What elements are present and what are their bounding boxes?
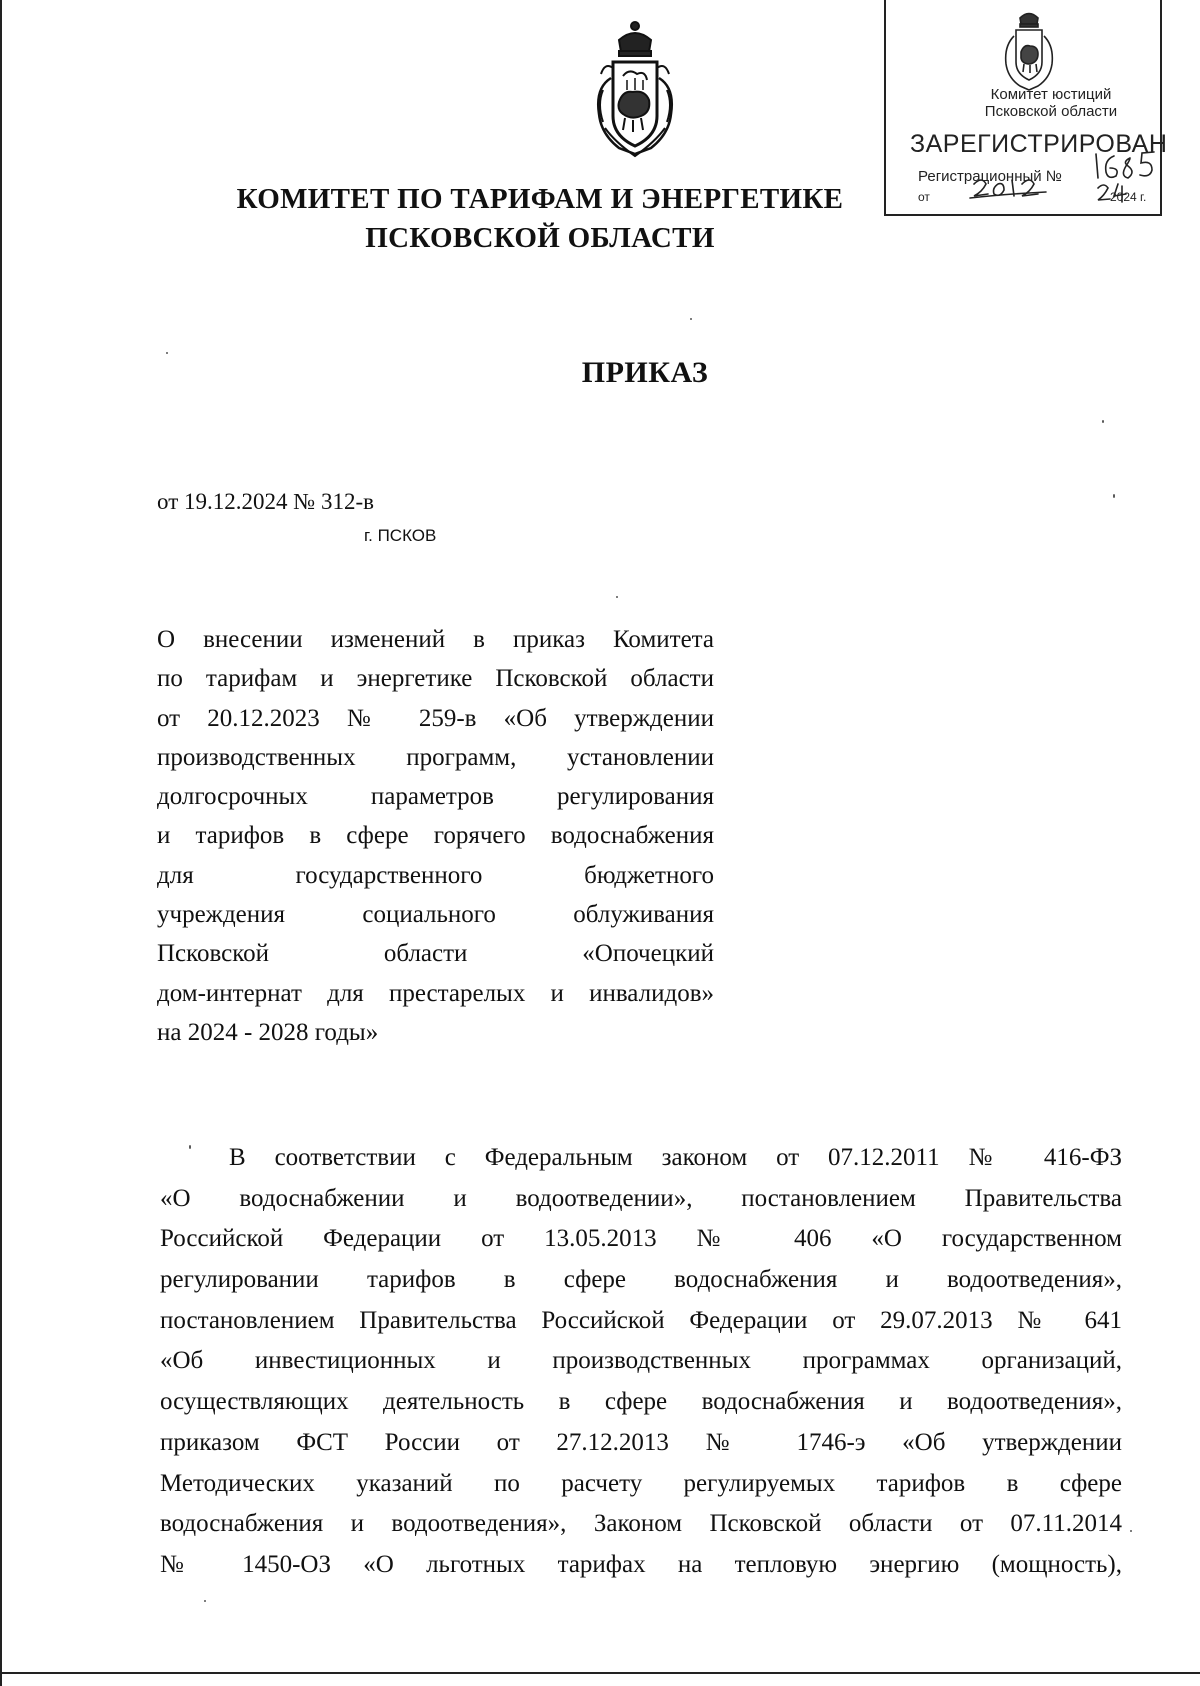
stamp-year-suffix: 2024 г. (1110, 190, 1147, 204)
body-line: «Об инвестиционных и производственных программах организаций, (160, 1347, 1122, 1375)
body-line: осуществляющих деятельность в сфере водоснабжения и водоотведения», (160, 1388, 1122, 1416)
body-line: Российской Федерации от 13.05.2013 № 406 «О государственном (160, 1225, 1122, 1253)
body-line: № 1450-ОЗ «О льготных тарифах на тепловую энергию (мощность), (160, 1550, 1122, 1578)
stamp-org-line2: Псковской области (984, 103, 1118, 120)
subject-line: на 2024 - 2028 годы» (157, 1018, 379, 1046)
subject-line: долгосрочных параметров регулирования (157, 783, 714, 811)
subject-line: и тарифов в сфере горячего водоснабжения (157, 822, 714, 850)
subject-line: для государственного бюджетного (157, 861, 714, 889)
subject-line: О внесении изменений в приказ Комитета (157, 626, 714, 653)
order-body-paragraph (160, 1138, 1122, 1586)
scan-speck (189, 1145, 191, 1149)
scan-speck (690, 318, 692, 320)
subject-line: дом-интернат для престарелых и инвалидов» (157, 979, 714, 1007)
scan-speck (166, 352, 168, 354)
body-line: постановлением Правительства Российской Федерации от 29.07.2013 № 641 (160, 1306, 1122, 1334)
scan-speck (616, 596, 618, 598)
subject-line: Псковской области «Опочецкий (157, 940, 714, 968)
order-date-number: от 19.12.2024 № 312-в (157, 489, 374, 514)
stamp-status: ЗАРЕГИСТРИРОВАН (910, 130, 1168, 158)
stamp-registration-label: Регистрационный № (918, 168, 1062, 185)
body-line: В соответствии с Федеральным законом от 07.12.2011 № 416-ФЗ (229, 1144, 1122, 1171)
subject-line: производственных программ, установлении (157, 743, 714, 771)
body-line: «О водоснабжении и водоотведении», постановлением Правительства (160, 1184, 1122, 1212)
committee-name-line2: ПСКОВСКОЙ ОБЛАСТИ (365, 222, 715, 254)
document-type-title: ПРИКАЗ (581, 356, 709, 389)
scan-speck (1113, 494, 1115, 498)
stamp-org-line1: Комитет юстиций (990, 86, 1112, 103)
order-subject (157, 620, 714, 1052)
scan-speck (1130, 1530, 1132, 1532)
stamp-organization (946, 86, 1156, 120)
body-line: приказом ФСТ России от 27.12.2013 № 1746-э «Об утверждении (160, 1428, 1122, 1456)
scan-speck (204, 1600, 206, 1602)
subject-line: от 20.12.2023 № 259-в «Об утверждении (157, 704, 714, 732)
scan-border-bottom (0, 1672, 1200, 1674)
stamp-emblem-icon (994, 6, 1064, 92)
scan-speck (1102, 420, 1104, 423)
stamp-date-prefix: от (918, 190, 930, 204)
body-line: регулировании тарифов в сфере водоснабжения и водоотведения», (160, 1266, 1122, 1294)
coat-of-arms-emblem (575, 18, 695, 163)
committee-name-line1: КОМИТЕТ ПО ТАРИФАМ И ЭНЕРГЕТИКЕ (236, 183, 844, 215)
body-line: водоснабжения и водоотведения», Законом Псковской области от 07.11.2014 (160, 1510, 1122, 1538)
body-line: Методических указаний по расчету регулируемых тарифов в сфере (160, 1469, 1122, 1497)
subject-line: по тарифам и энергетике Псковской области (157, 665, 714, 693)
subject-line: учреждения социального облуживания (157, 901, 714, 929)
order-city: г. ПСКОВ (364, 526, 437, 545)
